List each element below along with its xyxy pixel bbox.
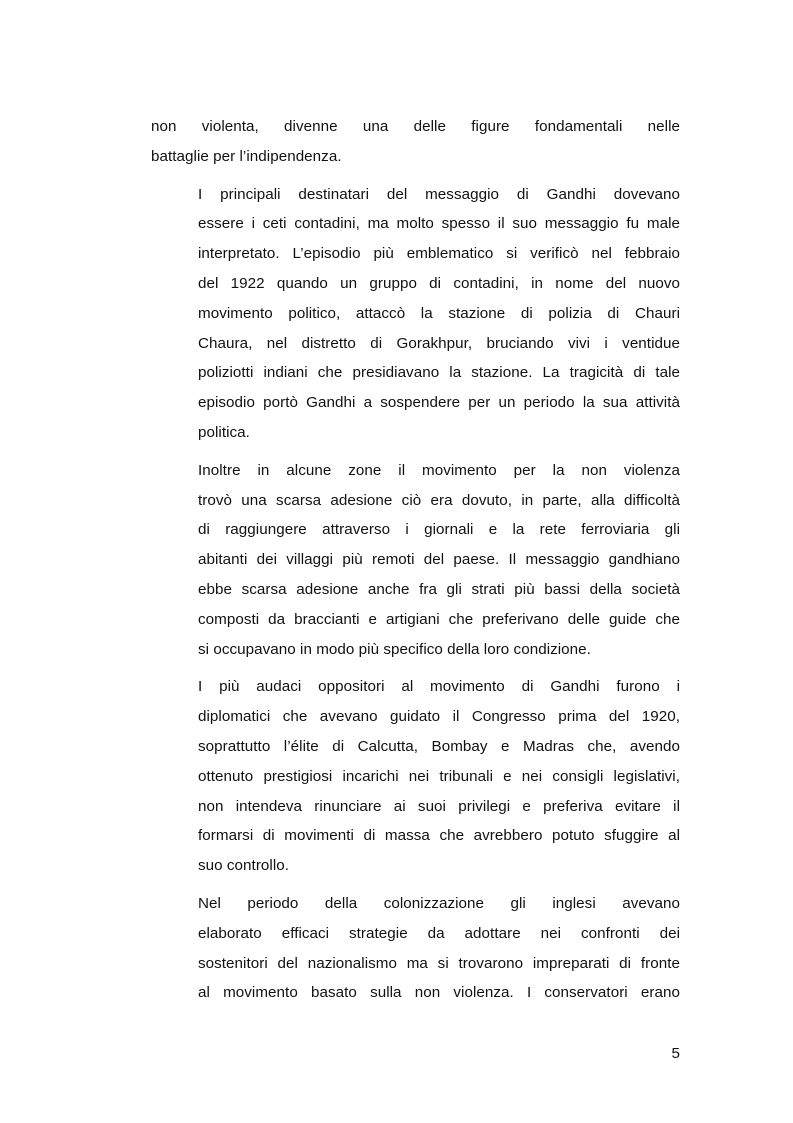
document-body: [151, 112, 680, 1008]
text-line: di raggiungere attraverso i giornali e la rete ferroviaria gli: [198, 521, 680, 539]
text-line: ottenuto prestigiosi incarichi nei tribunali e nei consigli legislativi,: [198, 767, 680, 785]
text-line: I principali destinatari del messaggio di Gandhi dovevano: [198, 185, 680, 203]
text-line: interpretato. L’episodio più emblematico si verificò nel febbraio: [198, 245, 680, 263]
text-line: trovò una scarsa adesione ciò era dovuto, in parte, alla difficoltà: [198, 491, 680, 509]
text-line: ebbe scarsa adesione anche fra gli strati più bassi della società: [198, 580, 680, 598]
text-line: Inoltre in alcune zone il movimento per la non violenza: [198, 461, 680, 479]
text-line: Nel periodo della colonizzazione gli inglesi avevano: [198, 894, 680, 912]
text-line: elaborato efficaci strategie da adottare nei confronti dei: [198, 924, 680, 942]
text-line: non intendeva rinunciare ai suoi privilegi e preferiva evitare il: [198, 797, 680, 815]
text-line: diplomatici che avevano guidato il Congresso prima del 1920,: [198, 708, 680, 726]
text-line: non violenta, divenne una delle figure fondamentali nelle: [151, 118, 680, 135]
paragraph-5: [151, 889, 680, 1008]
text-line: movimento politico, attaccò la stazione di polizia di Chauri: [198, 304, 680, 322]
text-line: al movimento basato sulla non violenza. I conservatori erano: [198, 984, 680, 1002]
text-line: politica.: [198, 423, 250, 441]
paragraph-1: [151, 112, 680, 172]
text-line: si occupavano in modo più specifico della loro condizione.: [198, 640, 591, 658]
text-line: I più audaci oppositori al movimento di Gandhi furono i: [198, 678, 680, 696]
text-line: composti da braccianti e artigiani che preferivano delle guide che: [198, 610, 680, 628]
text-line: sostenitori del nazionalismo ma si trovarono impreparati di fronte: [198, 954, 680, 972]
text-line: abitanti dei villaggi più remoti del paese. Il messaggio gandhiano: [198, 551, 680, 569]
text-line: Chaura, nel distretto di Gorakhpur, bruciando vivi i ventidue: [198, 334, 680, 352]
text-line: episodio portò Gandhi a sospendere per un periodo la sua attività: [198, 394, 680, 412]
text-line: suo controllo.: [198, 857, 290, 875]
page-number: 5: [671, 1045, 680, 1062]
text-line: formarsi di movimenti di massa che avrebbero potuto sfuggire al: [198, 827, 680, 845]
text-line: essere i ceti contadini, ma molto spesso il suo messaggio fu male: [198, 215, 680, 233]
paragraph-3: [151, 456, 680, 665]
text-line: soprattutto l’élite di Calcutta, Bombay e Madras che, avendo: [198, 737, 680, 755]
text-line: del 1922 quando un gruppo di contadini, in nome del nuovo: [198, 274, 680, 292]
text-line: battaglie per l’indipendenza.: [151, 147, 342, 165]
paragraph-4: [151, 672, 680, 881]
paragraph-2: [151, 180, 680, 448]
text-line: poliziotti indiani che presidiavano la stazione. La tragicità di tale: [198, 364, 680, 382]
